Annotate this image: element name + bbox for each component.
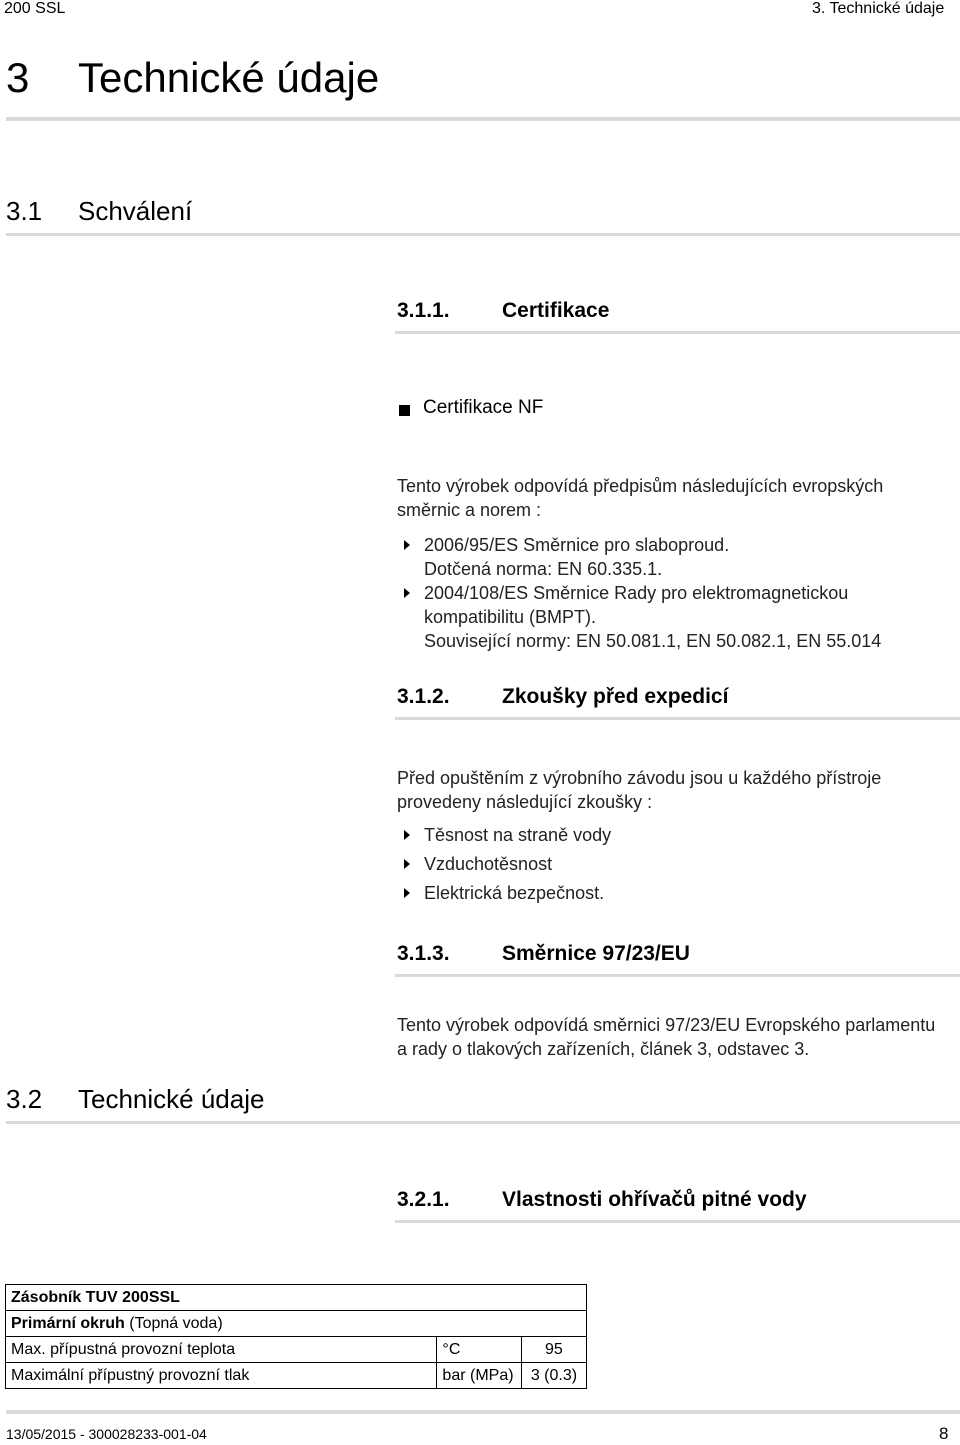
subsection-title: Směrnice 97/23/EU — [502, 942, 690, 965]
triangle-bullet-icon — [404, 888, 410, 898]
table-subtitle-rest: (Topná voda) — [124, 1314, 223, 1332]
footer-doc-id: 13/05/2015 - 300028233-001-04 — [6, 1426, 207, 1442]
subsection-rule — [395, 717, 960, 720]
subsection-3-1-1-heading — [397, 299, 609, 323]
subsection-number: 3.1.1. — [397, 299, 450, 322]
subsection-number: 3.2.1. — [397, 1188, 450, 1211]
spec-table — [5, 1284, 587, 1389]
table-row — [6, 1337, 587, 1363]
test-item: Elektrická bezpečnost. — [424, 883, 605, 903]
section-3-1-heading — [6, 196, 192, 227]
section-rule — [6, 1121, 960, 1124]
directive-line: kompatibilitu (BMPT). — [424, 607, 597, 627]
subsection-3-1-3-heading — [397, 942, 690, 966]
table-cell-unit: °C — [437, 1337, 521, 1363]
section-title: Technické údaje — [78, 1084, 265, 1114]
section-3-2-heading — [6, 1084, 264, 1115]
table-subtitle-cell — [6, 1311, 587, 1337]
directive-line: Dotčená norma: EN 60.335.1. — [424, 559, 663, 579]
triangle-bullet-icon — [404, 859, 410, 869]
ped-line: Tento výrobek odpovídá směrnici 97/23/EU Evropského parlamentu — [397, 1015, 936, 1035]
tests-intro-line: Před opuštěním z výrobního závodu jsou u každého přístroje — [397, 768, 882, 788]
section-number: 3.1 — [6, 196, 43, 226]
table-cell-label: Max. přípustná provozní teplota — [6, 1337, 437, 1363]
table-subtitle-bold: Primární okruh — [11, 1314, 125, 1332]
subsection-title: Vlastnosti ohřívačů pitné vody — [502, 1188, 807, 1211]
table-cell-label: Maximální přípustný provozní tlak — [6, 1363, 437, 1389]
square-bullet-icon — [399, 405, 410, 416]
triangle-bullet-icon — [404, 830, 410, 840]
section-rule — [6, 233, 960, 236]
subsection-number: 3.1.2. — [397, 685, 450, 708]
chapter-rule — [6, 117, 960, 121]
tests-intro-paragraph — [397, 766, 881, 814]
footer-rule — [6, 1410, 960, 1414]
intro-line: směrnic a norem : — [397, 500, 542, 520]
table-title-row — [6, 1285, 587, 1311]
subsection-title: Zkoušky před expedicí — [502, 685, 729, 708]
subsection-rule — [395, 974, 960, 977]
subsection-3-2-1-heading — [397, 1188, 807, 1212]
directive-line: 2004/108/ES Směrnice Rady pro elektromagnetickou — [424, 583, 849, 603]
directive-line: 2006/95/ES Směrnice pro slaboproud. — [424, 535, 730, 555]
table-cell-unit: bar (MPa) — [437, 1363, 521, 1389]
chapter-number: 3 — [6, 54, 30, 101]
ped-line: a rady o tlakových zařízeních, článek 3, odstavec 3. — [397, 1039, 810, 1059]
subsection-3-1-2-heading — [397, 685, 728, 709]
subsection-rule — [395, 1220, 960, 1223]
directive-item — [424, 581, 881, 653]
triangle-bullet-icon — [404, 588, 410, 598]
subsection-number: 3.1.3. — [397, 942, 450, 965]
table-title-cell: Zásobník TUV 200SSL — [6, 1285, 587, 1311]
intro-paragraph — [397, 474, 883, 522]
chapter-title-text: Technické údaje — [78, 54, 380, 101]
footer-page-number: 8 — [939, 1424, 949, 1443]
table-row — [6, 1363, 587, 1389]
intro-line: Tento výrobek odpovídá předpisům následujících evropských — [397, 476, 884, 496]
subsection-title: Certifikace — [502, 299, 610, 322]
test-item: Těsnost na straně vody — [424, 825, 612, 845]
table-subtitle-row — [6, 1311, 587, 1337]
header-product: 200 SSL — [4, 0, 66, 17]
table-cell-value: 95 — [521, 1337, 586, 1363]
directive-line: Související normy: EN 50.081.1, EN 50.082.1, EN 55.014 — [424, 631, 882, 651]
ped-paragraph — [397, 1013, 935, 1061]
directive-item — [424, 533, 729, 581]
triangle-bullet-icon — [404, 540, 410, 550]
subsection-rule — [395, 331, 960, 334]
table-cell-value: 3 (0.3) — [521, 1363, 586, 1389]
header-section: 3. Technické údaje — [812, 0, 945, 17]
cert-nf-title: Certifikace NF — [423, 397, 544, 418]
section-title: Schválení — [78, 196, 193, 226]
tests-intro-line: provedeny následující zkoušky : — [397, 792, 653, 812]
test-item: Vzduchotěsnost — [424, 854, 553, 874]
section-number: 3.2 — [6, 1084, 43, 1114]
chapter-title — [6, 54, 379, 102]
